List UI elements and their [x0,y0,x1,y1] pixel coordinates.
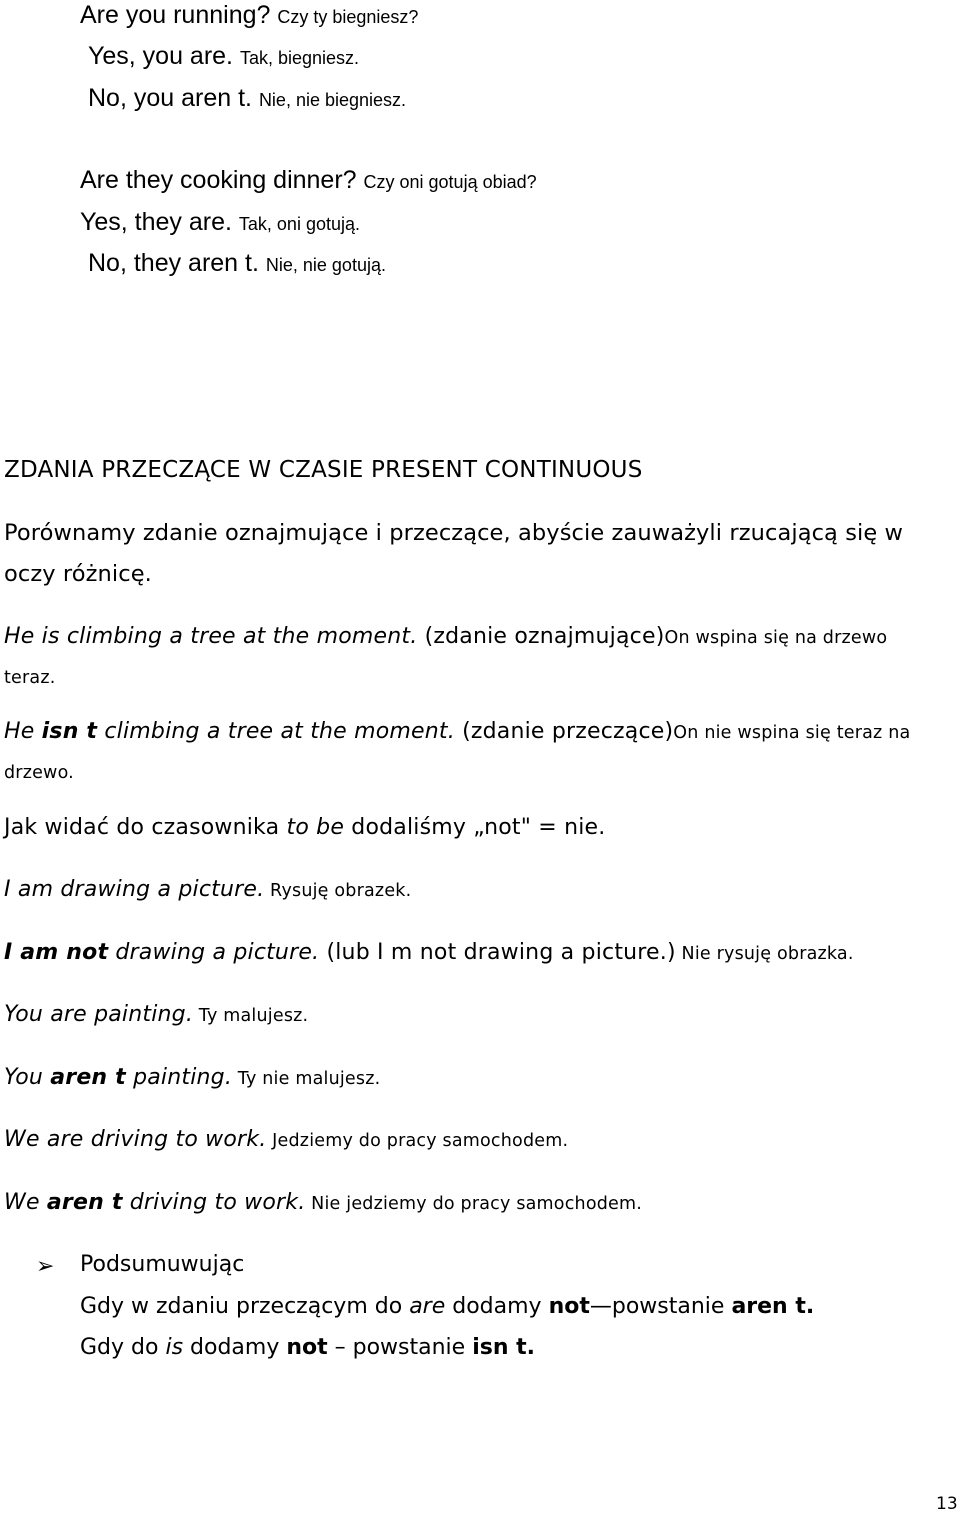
sentence-note: (zdanie oznajmujące) [417,624,665,649]
sentence-en: He is climbing a tree at the moment. [4,624,418,649]
s1-d: not [548,1294,590,1319]
sentence-pl-cont: drzewo. [4,763,74,783]
s2-f: isn t. [472,1335,536,1360]
example-part: We are driving to work. [4,1127,267,1152]
answer-yes-pl: Tak, oni gotują. [238,214,360,234]
example-part: Ty nie malujesz. [232,1069,381,1089]
s1-f: aren t. [731,1294,815,1319]
example-part: Nie jedziemy do pracy samochodem. [305,1194,643,1214]
rule-c: dodaliśmy „not" = nie. [344,815,606,840]
sentence-note: (zdanie przeczące) [454,719,674,744]
example-line [4,1065,380,1090]
question-en: Are they cooking dinner? [80,166,357,194]
example-part: aren t [50,1065,126,1090]
sentence-en-a: He [4,719,42,744]
sentence-pl: On nie wspina się teraz na [673,723,911,743]
dialog-2-no [88,248,386,280]
summary-line-1 [80,1286,814,1327]
example-part: You [4,1065,51,1090]
rule-a: Jak widać do czasownika [4,815,287,840]
example-part: (lub I m not drawing a picture.) [319,940,676,965]
s1-c: dodamy [445,1294,549,1319]
sentence-pl: On wspina się na drzewo [664,628,888,648]
example-affirmative [4,624,887,649]
example-part: painting. [125,1065,233,1090]
intro-line-2: oczy różnicę. [4,561,152,587]
section-title: ZDANIA PRZECZĄCE W CZASIE PRESENT CONTINUOUS [4,457,643,483]
sentence-pl-cont: teraz. [4,668,56,688]
example-part: Rysuję obrazek. [264,881,412,901]
example-part: drawing a picture. [108,940,320,965]
example-part: I am not [4,940,109,965]
answer-yes-pl: Tak, biegniesz. [239,48,360,68]
summary-heading: Podsumuwując [80,1252,245,1277]
s1-e: —powstanie [589,1294,732,1319]
dialog-1-no [88,83,406,115]
answer-yes-en: Yes, they are. [80,208,232,236]
sentence-en-c: climbing a tree at the moment. [97,719,455,744]
example-negative [4,719,910,744]
example-affirmative-cont [4,664,56,689]
example-part: You are painting. [4,1002,194,1027]
s2-b: is [165,1335,184,1360]
answer-no-pl: Nie, nie gotują. [265,255,386,275]
answer-no-pl: Nie, nie biegniesz. [258,90,407,110]
example-part: I am drawing a picture. [4,877,265,902]
example-negative-cont [4,759,74,784]
s2-c: dodamy [183,1335,287,1360]
answer-yes-en: Yes, you are. [88,42,234,70]
example-part: Jedziemy do pracy samochodem. [266,1131,569,1151]
page-number: 13 [936,1494,958,1514]
example-line [4,940,854,965]
s2-e: – powstanie [327,1335,473,1360]
dialog-2-question [80,165,537,197]
question-pl: Czy ty biegniesz? [277,7,419,27]
answer-no-en: No, they aren t. [88,249,259,277]
question-pl: Czy oni gotują obiad? [363,172,537,192]
example-part: We [4,1190,47,1215]
example-line [4,1127,568,1152]
example-line [4,1190,642,1215]
s1-a: Gdy w zdaniu przeczącym do [80,1294,410,1319]
s1-b: are [409,1294,446,1319]
dialog-1-yes [88,41,359,73]
intro-line-1: Porównamy zdanie oznajmujące i przeczące, abyście zauważyli rzucającą się w [4,520,904,546]
dialog-2-yes [80,207,360,239]
arrow-bullet-icon: ➢ [36,1254,55,1279]
rule-line [4,815,605,840]
example-part: Ty malujesz. [193,1006,309,1026]
s2-d: not [286,1335,328,1360]
example-part: aren t [46,1190,123,1215]
example-part: driving to work. [122,1190,306,1215]
example-line [4,877,411,902]
example-line [4,1002,308,1027]
dialog-1-question [80,0,418,32]
example-part: Nie rysuję obrazka. [675,944,854,964]
rule-b: to be [286,815,345,840]
sentence-en-b: isn t [41,719,98,744]
answer-no-en: No, you aren t. [88,84,252,112]
s2-a: Gdy do [80,1335,166,1360]
question-en: Are you running? [80,1,271,29]
summary-line-2 [80,1327,535,1368]
